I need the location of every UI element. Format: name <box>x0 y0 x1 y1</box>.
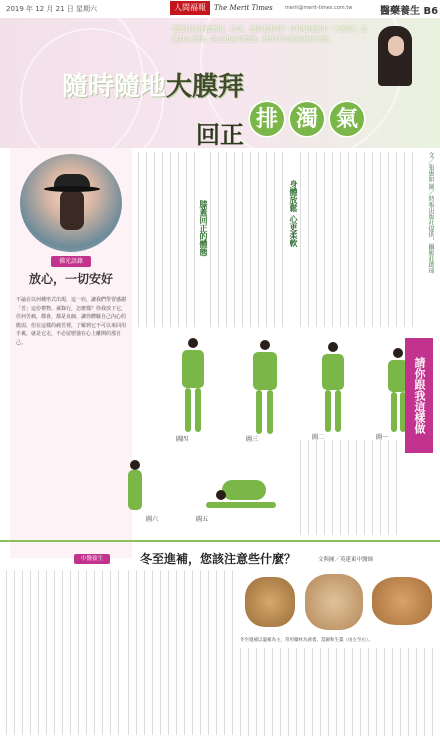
bottom-text-columns <box>240 648 436 736</box>
headline-line-1 <box>62 66 244 103</box>
figure-head <box>216 490 226 500</box>
hero-intro-text: 想要打造身體環境、改善、緩和症狀嗎？在伸展瑜伽中「大膜拜」是讓身心柔軟，回正扭曲的體態、排出不好氣息的好方法。 <box>172 25 367 43</box>
newspaper-logo: 人間福報 <box>170 1 210 15</box>
quote-body: 不論在以何種形式出現，這一肩，讓我們學習感謝「苦」這份禮物。孫錄行，怎麼樣？你我放下它，任何苦痛，都會，都是良師，讓你體驗自己內心的脆弱，但在這樣的痛苦裡，了解到它不可以來回用手裏，就是它走，不必留戀強在心上離開的那自己。 <box>16 297 127 346</box>
bottom-title: 冬至進補，您該注意些什麼？ <box>140 552 297 566</box>
figure-label: 圖四 <box>176 436 189 443</box>
bottom-article <box>0 540 440 737</box>
article-text-columns <box>300 152 418 327</box>
photo-face <box>388 36 404 56</box>
bottom-badge: 中醫養生 <box>74 554 110 564</box>
headline-char-2: 濁 <box>288 100 326 138</box>
figure-body <box>222 480 266 500</box>
article-text-columns <box>138 152 196 327</box>
figure-head <box>260 340 270 350</box>
photo-hair <box>60 190 84 230</box>
quote-headline: 放心，一切安好 <box>28 272 113 286</box>
side-tag: 請你跟我這樣做 <box>405 338 433 453</box>
issue-date: 2019 年 12 月 21 日 星期六 <box>6 5 97 13</box>
figure-head <box>188 338 198 348</box>
figure-leg <box>391 392 397 432</box>
bottom-text-columns <box>6 570 126 735</box>
figure-body <box>182 350 204 388</box>
page-header <box>0 0 440 19</box>
figure-leg <box>335 390 341 432</box>
figure-label: 圖三 <box>246 436 259 443</box>
figure-body <box>128 470 142 510</box>
figure-body <box>322 354 344 390</box>
article-text-columns <box>210 152 286 327</box>
headline-line-2: 回正 <box>196 120 244 148</box>
herb-photo-angelica <box>305 574 363 630</box>
quote-panel <box>10 148 132 558</box>
quote-badge: 佛光語錄 <box>51 256 91 267</box>
figure-body <box>253 352 277 390</box>
figure-label: 圖六 <box>146 516 159 523</box>
photo-hat-brim <box>44 186 100 192</box>
figure-leg <box>325 390 331 432</box>
figure-label: 圖二 <box>312 434 325 441</box>
figure-head <box>328 342 338 352</box>
figure-arm <box>206 502 276 508</box>
photo-hair <box>378 26 412 86</box>
bottom-author: 文與圖／英建東中醫師 <box>318 557 374 563</box>
article-byline: 文／張惠如 圖／時報出版社提供，攝影莊啟琦 <box>427 152 434 274</box>
hero-banner <box>0 18 440 148</box>
figure-head <box>393 348 403 358</box>
herb-photo-astragalus <box>245 577 295 627</box>
headline-part-1: 隨時隨地 <box>62 72 167 102</box>
woman-hat-photo <box>20 154 122 252</box>
figure-label: 圖五 <box>196 516 209 523</box>
bottom-text-columns <box>128 570 236 735</box>
figure-leg <box>185 388 191 432</box>
section-title: 醫藥養生 B6 <box>380 6 439 17</box>
woman-photo <box>338 18 440 90</box>
figure-head <box>130 460 140 470</box>
figure-label: 圖一 <box>376 434 389 441</box>
figure-leg <box>256 390 262 434</box>
headline-part-2: 大膜拜 <box>166 72 245 102</box>
herb-caption: 冬至適補以溫補為主，常用藥材為黃耆、當歸和生薑（由左至右）。 <box>240 638 373 643</box>
contact-email: merit@merit-times.com.tw <box>285 5 353 11</box>
section-heading-1: 身體放鬆 心更柔軟 <box>289 180 298 247</box>
herb-photo-ginger <box>372 577 432 625</box>
headline-char-3: 氣 <box>328 100 366 138</box>
headline-char-1: 排 <box>248 100 286 138</box>
section-heading-2: 膝蓋回正的體態 <box>199 200 208 256</box>
figure-leg <box>195 388 201 432</box>
newspaper-english-name: The Merit Times <box>214 4 273 12</box>
figure-leg <box>267 390 273 434</box>
article-text-columns <box>300 440 400 535</box>
